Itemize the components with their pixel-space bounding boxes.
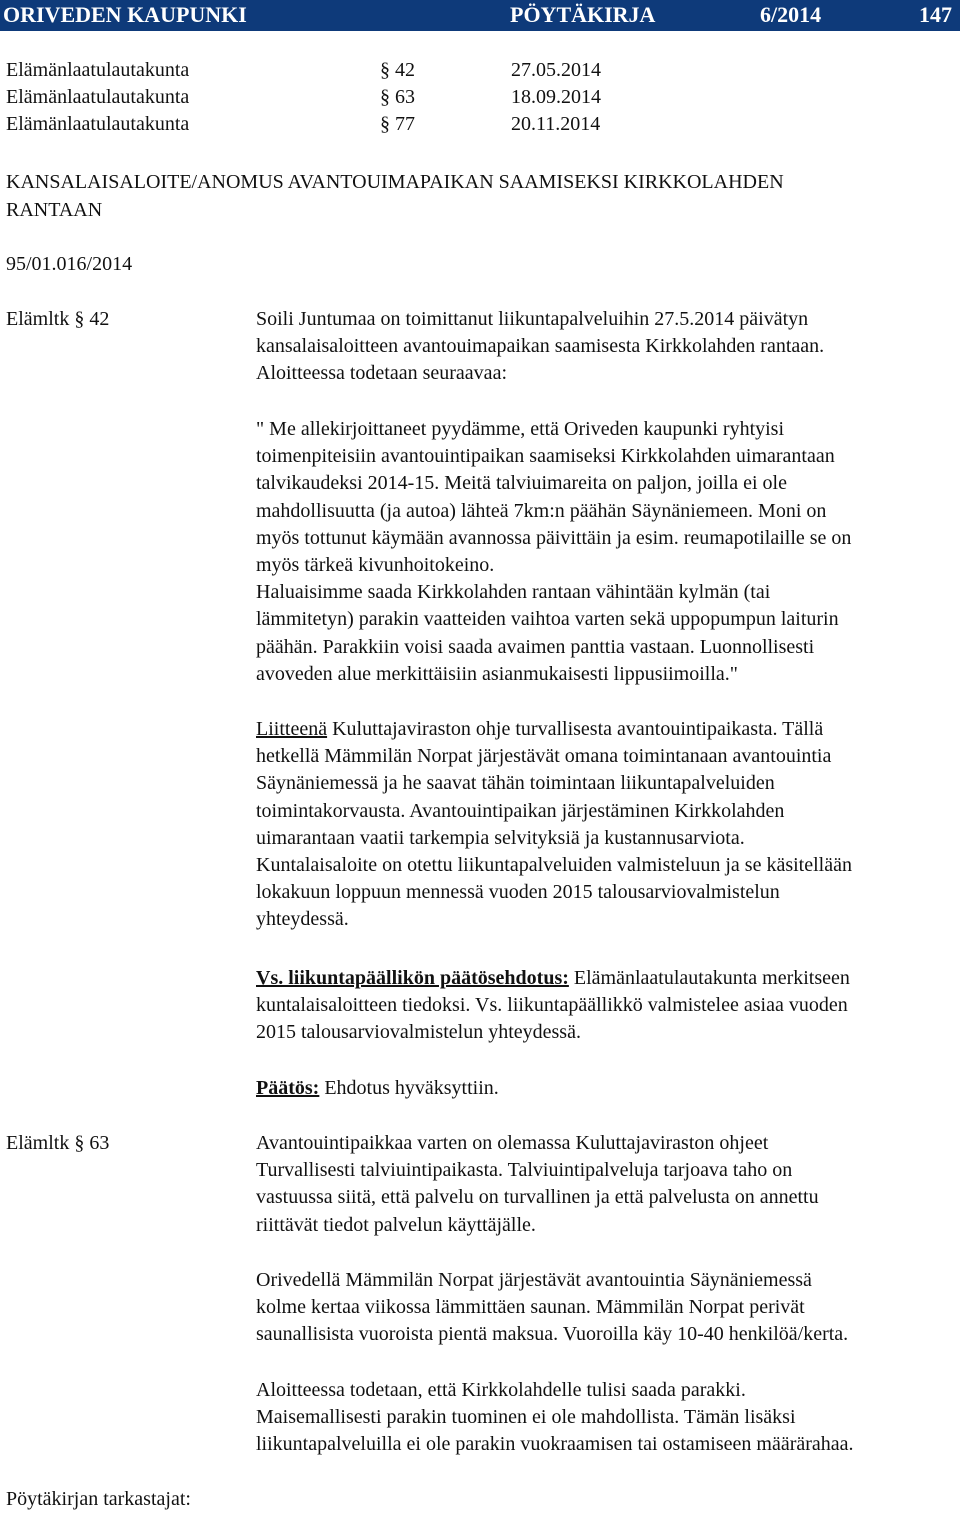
history-body: Elämänlaatulautakunta [6, 86, 190, 108]
history-section: § 42 [380, 59, 415, 81]
history-date: 27.05.2014 [511, 59, 601, 81]
attachment-link[interactable]: Liitteenä [256, 718, 328, 740]
history-date: 20.11.2014 [511, 113, 601, 135]
s63-paragraph-2: Orivedellä Mämmilän Norpat järjestävät avantouintia Säynäniemessä kolme kertaa viikossa lämmittäen saunan. Mämmilän Norpat perivät saunallisista vuoroista pientä maksua. Vuoroilla käy 10-40 henkilöä/kerta. [256, 1269, 849, 1346]
s42-background-paragraph: Liitteenä Kuluttajaviraston ohje turvallisesta avantouintipaikasta. Tällä hetkellä Mämmilän Norpat järjestävät omana toimintanaan avantouintia Säynäniemessä ja he saavat tähän toimintaan liikuntapalveluiden toimintakorvausta. Avantouintipaikan järjestäminen Kirkkolahden uimarantaan vaatii tarkempia selvityksiä ja kustannusarviota. Kuntalaisaloite on otettu liikuntapalveluiden valmisteluun ja se käsitellään lokakuun loppuun mennessä vuoden 2015 talousarviovalmistelun yhteydessä. [256, 718, 852, 931]
section-label-42: Elämltk § 42 [6, 308, 110, 330]
history-section: § 63 [380, 86, 415, 108]
matter-title-line2: RANTAAN [6, 199, 103, 221]
record-id: 95/01.016/2014 [6, 253, 133, 275]
history-row [6, 84, 706, 111]
section-label-63: Elämltk § 63 [6, 1132, 110, 1154]
minutes-checkers-label: Pöytäkirjan tarkastajat: [6, 1488, 191, 1510]
page-number: 147 [919, 2, 952, 27]
s42-intro-paragraph: Soili Juntumaa on toimittanut liikuntapalveluihin 27.5.2014 päivätyn kansalaisaloitteen avantouimapaikan saamisesta Kirkkolahden rantaan. Aloitteessa todetaan seuraavaa: [256, 308, 825, 385]
organization-name: ORIVEDEN KAUPUNKI [3, 2, 247, 27]
history-body: Elämänlaatulautakunta [6, 113, 190, 135]
issue-number: 6/2014 [760, 2, 822, 27]
matter-title-line1: KANSALAISALOITE/ANOMUS AVANTOUIMAPAIKAN SAAMISEKSI KIRKKOLAHDEN [6, 171, 784, 193]
history-section: § 77 [380, 113, 415, 135]
s63-paragraph-3: Aloitteessa todetaan, että Kirkkolahdelle tulisi saada parakki. Maisemallisesti parakin tuominen ei ole mahdollista. Tämän lisäksi liikuntapalveluilla ei ole parakin vuokraamisen tai ostamiseen määrärahaa. [256, 1379, 854, 1456]
decision-label: Päätös: [256, 1077, 320, 1099]
history-row [6, 111, 706, 138]
history-date: 18.09.2014 [511, 86, 601, 108]
document-type: PÖYTÄKIRJA [510, 2, 656, 27]
history-body: Elämänlaatulautakunta [6, 59, 190, 81]
s42-decision: Päätös: Ehdotus hyväksyttiin. [256, 1077, 499, 1099]
history-row [6, 57, 706, 84]
s42-quote-paragraph: " Me allekirjoittaneet pyydämme, että Oriveden kaupunki ryhtyisi toimenpiteisiin avantouintipaikan saamiseksi Kirkkolahden uimarantaan talvikaudeksi 2014-15. Meitä talviuimareita on paljon, joilla ei ole mahdollisuutta (ja autoa) lähteä 7km:n päähän Säynäniemeen. Moni on myös tottunut käymään avannossa päivittäin ja esim. reumapotilaille se on myös tärkeä kivunhoitokeino. Haluaisimme saada Kirkkolahden rantaan vähintään kylmän (tai lämmitetyn) parakin vaatteiden vaihtoa varten sekä uppopumpun laiturin päähän. Parakkiin voisi saada avaimen panttia vastaan. Luonnollisesti avoveden alue merkittäisiin asianmukaisesti lippusiimoilla." [256, 418, 852, 685]
proposal-label: Vs. liikuntapäällikön päätösehdotus: [256, 967, 569, 989]
s42-proposal-paragraph: Vs. liikuntapäällikön päätösehdotus: Elämänlaatulautakunta merkitseen kuntalaisaloitteen tiedoksi. Vs. liikuntapäällikkö valmistelee asiaa vuoden 2015 talousarviovalmistelun yhteydessä. [256, 967, 850, 1044]
s63-paragraph-1: Avantouintipaikkaa varten on olemassa Kuluttajaviraston ohjeet Turvallisesti talviuintipaikasta. Talviuintipalveluja tarjoava taho on vastuussa siitä, että palvelu on turvallinen ja että palvelusta on annettu riittävät tiedot palvelun käyttäjälle. [256, 1132, 819, 1236]
document-header [0, 0, 960, 31]
